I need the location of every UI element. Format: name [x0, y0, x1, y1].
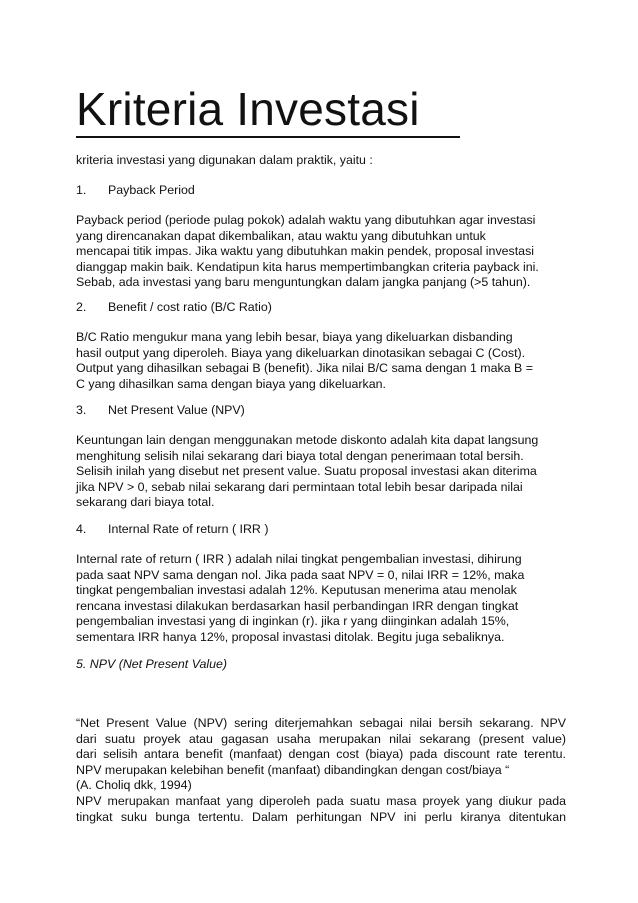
paragraph-line: (A. Choliq dkk, 1994): [76, 778, 192, 793]
paragraph-line: rencana investasi dilakukan berdasarkan hasil perbandingan IRR dengan tingkat: [76, 598, 519, 613]
page-title: Kriteria Investasi: [76, 83, 420, 135]
paragraph-irr: [76, 552, 566, 646]
paragraph-bc-ratio: [76, 330, 566, 392]
paragraph-line: tingkat suku bunga tertentu. Dalam perhitungan NPV ini perlu kiranya ditentukan: [76, 809, 566, 824]
section-number: 3.: [76, 403, 87, 417]
paragraph-line: pada saat NPV sama dengan nol. Jika pada saat NPV = 0, nilai IRR = 12%, maka: [76, 567, 525, 582]
paragraph-line: B/C Ratio mengukur mana yang lebih besar, biaya yang dikeluarkan disbanding: [76, 330, 513, 344]
paragraph-line: dianggap makin baik. Kendatipun kita harus mempertimbangkan criteria payback ini.: [76, 259, 539, 274]
section-title: Net Present Value (NPV): [108, 403, 245, 417]
paragraph-line: dari suatu proyek atau gagasan usaha merupakan nilai sekarang (present value): [76, 731, 566, 746]
paragraph-line: “Net Present Value (NPV) sering diterjemahkan sebagai nilai bersih sekarang. NPV: [76, 716, 566, 730]
section-title: Benefit / cost ratio (B/C Ratio): [108, 300, 272, 314]
paragraph-line: dari selisih antara benefit (manfaat) dengan cost (biaya) pada discount rate terentu.: [76, 747, 566, 762]
paragraph-line: tingkat pengembalian investasi adalah 12%. Keputusan menerima atau menolak: [76, 583, 517, 598]
section-number: 1.: [76, 183, 87, 197]
paragraph-line: NPV merupakan manfaat yang diperoleh pada suatu masa proyek yang diukur pada: [76, 793, 566, 808]
paragraph-line: menghitung selisih nilai sekarang dari biaya total dengan penerimaan total bersih.: [76, 448, 524, 463]
section-number: 2.: [76, 300, 87, 314]
section-heading-bc-ratio: [76, 300, 566, 316]
section-heading-irr: [76, 522, 566, 538]
paragraph-line: pengembalian investasi yang di inginkan (r). jika r yang diinginkan adalah 15%,: [76, 614, 510, 629]
paragraph-line: Internal rate of return ( IRR ) adalah nilai tingkat pengembalian investasi, dihirung: [76, 552, 522, 566]
paragraph-line: NPV merupakan kelebihan benefit (manfaat) dibandingkan dengan cost/biaya “: [76, 762, 510, 777]
paragraph-line: Keuntungan lain dengan menggunakan metode diskonto adalah kita dapat langsung: [76, 433, 539, 447]
paragraph-line: jika NPV > 0, sebab nilai sekarang dari permintaan total lebih besar daripada nilai: [76, 479, 523, 494]
section-number: 4.: [76, 522, 87, 536]
title-underline: [76, 136, 460, 138]
paragraph-line: sekarang dari biaya total.: [76, 495, 215, 510]
section-title: Internal Rate of return ( IRR ): [108, 522, 269, 536]
section-heading-npv-italic: 5. NPV (Net Present Value): [76, 657, 228, 671]
paragraph-line: Output yang dihasilkan sebagai B (benefit). Jika nilai B/C sama dengan 1 maka B =: [76, 361, 533, 376]
paragraph-line: sementara IRR hanya 12%, proposal invastasi ditolak. Begitu juga sebaliknya.: [76, 629, 505, 644]
paragraph-line: yang direncanakan dapat dikembalikan, atau waktu yang dibutuhkan untuk: [76, 228, 486, 243]
section-heading-npv: [76, 403, 566, 419]
paragraph-line: Payback period (periode pulag pokok) adalah waktu yang dibutuhkan agar investasi: [76, 213, 536, 227]
section-heading-payback: [76, 183, 566, 199]
paragraph-line: Sebab, ada investasi yang baru menguntungkan dalam jangka panjang (>5 tahun).: [76, 275, 531, 290]
section-title: Payback Period: [108, 183, 195, 197]
paragraph-line: hasil output yang diperoleh. Biaya yang dikeluarkan dinotasikan sebagai C (Cost).: [76, 345, 526, 360]
paragraph-payback: [76, 213, 566, 291]
paragraph-line: Selisih inilah yang disebut net present value. Suatu proposal investasi akan diterima: [76, 464, 537, 479]
paragraph-npv-quote: [76, 716, 566, 825]
paragraph-line: C yang dihasilkan sama dengan biaya yang dikeluarkan.: [76, 376, 386, 391]
paragraph-npv: [76, 433, 566, 511]
paragraph-line: mencapai titik impas. Jika waktu yang dibutuhkan makin pendek, proposal investasi: [76, 244, 535, 259]
intro-text: kriteria investasi yang digunakan dalam praktik, yaitu :: [76, 153, 373, 167]
